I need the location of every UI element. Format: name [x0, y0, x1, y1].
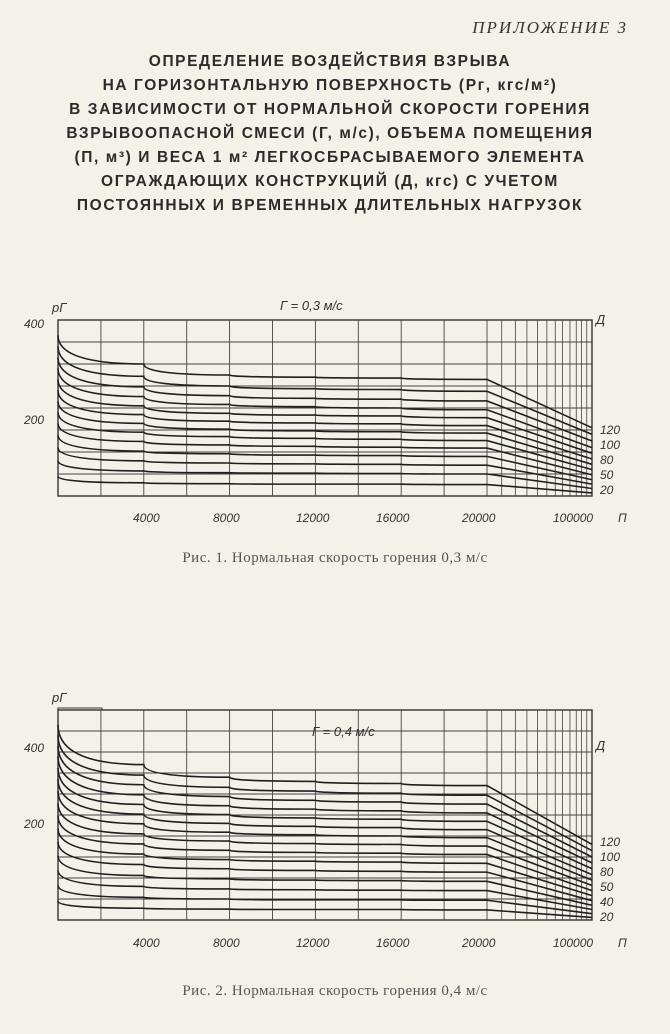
- d-value-label: 80: [600, 865, 614, 879]
- y-tick-label: 200: [24, 413, 45, 427]
- x-tick-label: 100000: [553, 511, 594, 525]
- title-line: В ЗАВИСИМОСТИ ОТ НОРМАЛЬНОЙ СКОРОСТИ ГОРЕНИЯ: [69, 101, 591, 118]
- y-axis-label: pГ: [52, 300, 67, 315]
- page-title: [30, 50, 630, 218]
- title-line: ОГРАЖДАЮЩИХ КОНСТРУКЦИЙ (Д, кгс) С УЧЕТОМ: [101, 173, 559, 190]
- d-value-label: 20: [600, 910, 614, 924]
- chart-title: Г = 0,3 м/с: [280, 298, 343, 313]
- figure-2-caption: Рис. 2. Нормальная скорость горения 0,4 м/с: [182, 983, 488, 999]
- title-line: ПОСТОЯННЫХ И ВРЕМЕННЫХ ДЛИТЕЛЬНЫХ НАГРУЗОК: [76, 197, 584, 214]
- x-tick-label: 4000: [133, 936, 160, 950]
- d-value-label: 120: [600, 835, 621, 849]
- x-tick-label: 8000: [213, 511, 240, 525]
- x-tick-label: 4000: [133, 511, 160, 525]
- y-tick-label: 200: [24, 817, 45, 831]
- d-value-label: 80: [600, 453, 614, 467]
- y-axis-label: pГ: [52, 690, 67, 705]
- series-line-13: [58, 476, 592, 493]
- x-axis-label: П: [618, 511, 627, 525]
- plot-frame-tab: [58, 708, 102, 710]
- d-value-label: 120: [600, 423, 621, 437]
- x-tick-label: 12000: [296, 511, 330, 525]
- x-tick-label: 20000: [462, 936, 496, 950]
- title-line: (П, м³) И ВЕСА 1 м² ЛЕГКОСБРАСЫВАЕМОГО ЭЛЕМЕНТА: [74, 149, 586, 166]
- x-tick-label: 20000: [462, 511, 496, 525]
- x-tick-label: 100000: [553, 936, 594, 950]
- figure-1-caption: Рис. 1. Нормальная скорость горения 0,3 м/с: [182, 550, 488, 566]
- d-axis-label: Д: [596, 738, 606, 753]
- d-value-label: 100: [600, 850, 621, 864]
- x-tick-label: 8000: [213, 936, 240, 950]
- x-tick-label: 16000: [376, 511, 410, 525]
- x-axis-label: П: [618, 936, 627, 950]
- series-line-3: [58, 357, 592, 441]
- chart-figure-1: [0, 278, 670, 540]
- x-tick-label: 16000: [376, 936, 410, 950]
- y-tick-label: 400: [24, 741, 45, 755]
- title-line: ОПРЕДЕЛЕНИЕ ВОЗДЕЙСТВИЯ ВЗРЫВА: [148, 53, 512, 70]
- chart-title: Г = 0,4 м/с: [312, 724, 375, 739]
- d-value-label: 100: [600, 438, 621, 452]
- d-value-label: 50: [600, 880, 614, 894]
- d-value-label: 50: [600, 468, 614, 482]
- appendix-label: ПРИЛОЖЕНИЕ 3: [472, 18, 628, 37]
- chart-figure-2: [0, 668, 670, 958]
- title-line: ВЗРЫВООПАСНОЙ СМЕСИ (Г, м/с), ОБЪЕМА ПОМЕЩЕНИЯ: [66, 125, 594, 142]
- chart-2-svg: [0, 668, 670, 958]
- series-line-10: [58, 828, 592, 895]
- d-axis-label: Д: [596, 312, 606, 327]
- series-line-11: [58, 448, 592, 485]
- y-tick-label: 400: [24, 317, 45, 331]
- chart-1-svg: [0, 278, 670, 540]
- d-value-label: 20: [600, 483, 614, 497]
- d-value-label: 40: [600, 895, 614, 909]
- title-line: НА ГОРИЗОНТАЛЬНУЮ ПОВЕРХНОСТЬ (Pᴦ, кгс/м²): [102, 77, 558, 94]
- x-tick-label: 12000: [296, 936, 330, 950]
